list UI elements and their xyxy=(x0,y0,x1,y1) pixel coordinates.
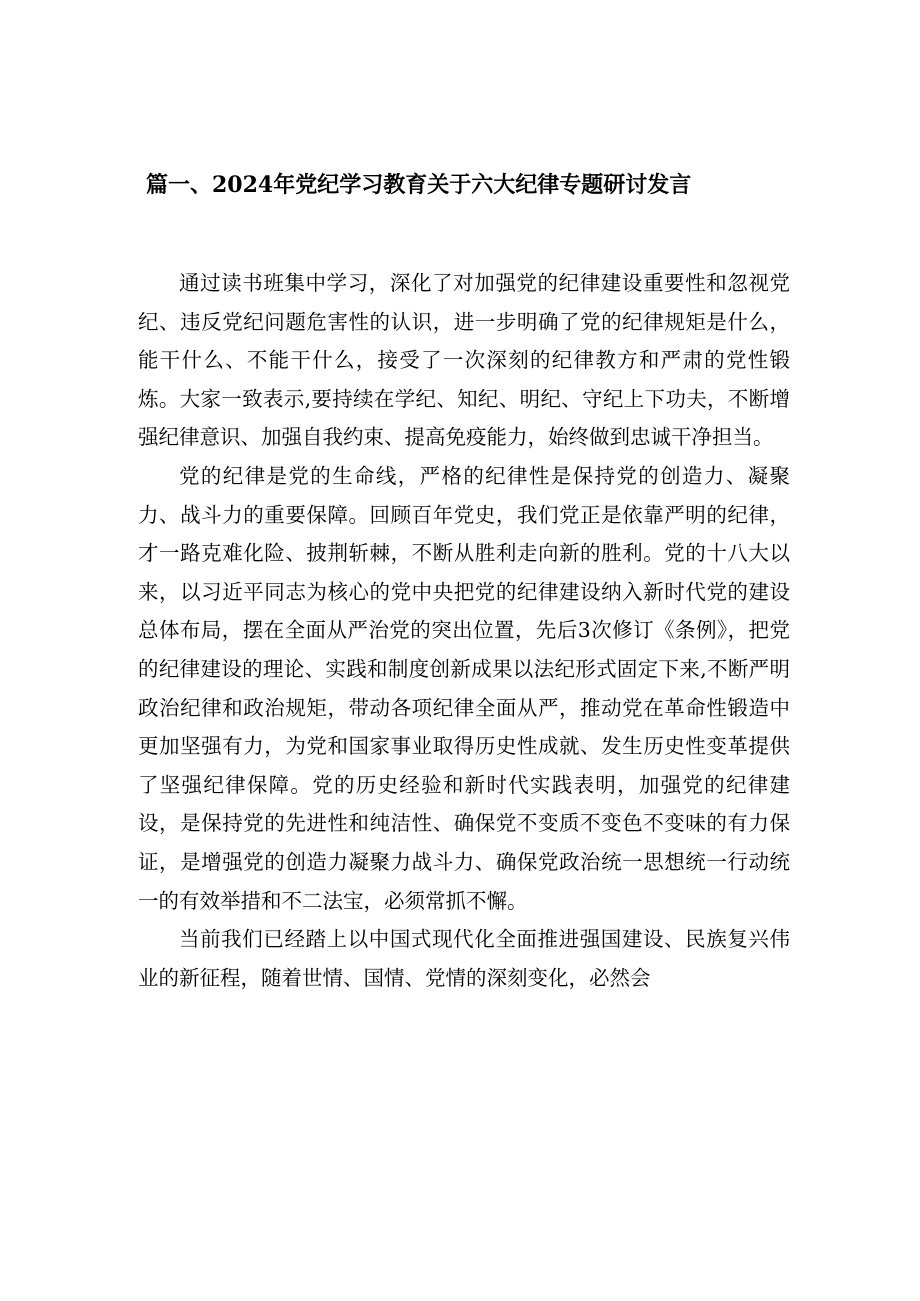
document-title: 篇一、2024年党纪学习教育关于六大纪律专题研讨发言 xyxy=(146,172,692,198)
paragraph-1: 通过读书班集中学习，深化了对加强党的纪律建设重要性和忽视党纪、违反党纪问题危害性的认识，进一步明确了党的纪律规矩是什么，能干什么、不能干什么，接受了一次深刻的纪律教方和严肃的党性锻炼。大家一致表示,要持续在学纪、知纪、明纪、守纪上下功夫，不断增强纪律意识、加强自我约束、提高免疫能力，始终做到忠诚干净担当。 xyxy=(138,271,790,450)
document-body xyxy=(138,264,790,997)
paragraph-2: 党的纪律是党的生命线，严格的纪律性是保持党的创造力、凝聚力、战斗力的重要保障。回顾百年党史，我们党正是依靠严明的纪律，才一路克难化险、披荆斩棘，不断从胜利走向新的胜利。党的十八大以来，以习近平同志为核心的党中央把党的纪律建设纳入新时代党的建设总体布局，摆在全面从严治党的突出位置，先后3次修订《条例》，把党的纪律建设的理论、实践和制度创新成果以法纪形式固定下来,不断严明政治纪律和政治规矩，带动各项纪律全面从严，推动党在革命性锻造中更加坚强有力，为党和国家事业取得历史性成就、发生历史性变革提供了坚强纪律保障。党的历史经验和新时代实践表明，加强党的纪律建设，是保持党的先进性和纯洁性、确保党不变质不变色不变味的有力保证，是增强党的创造力凝聚力战斗力、确保党政治统一思想统一行动统一的有效举措和不二法宝，必须常抓不懈。 xyxy=(138,463,790,913)
paragraph-3: 当前我们已经踏上以中国式现代化全面推进强国建设、民族复兴伟业的新征程，随着世情、国情、党情的深刻变化，必然会 xyxy=(138,927,790,990)
